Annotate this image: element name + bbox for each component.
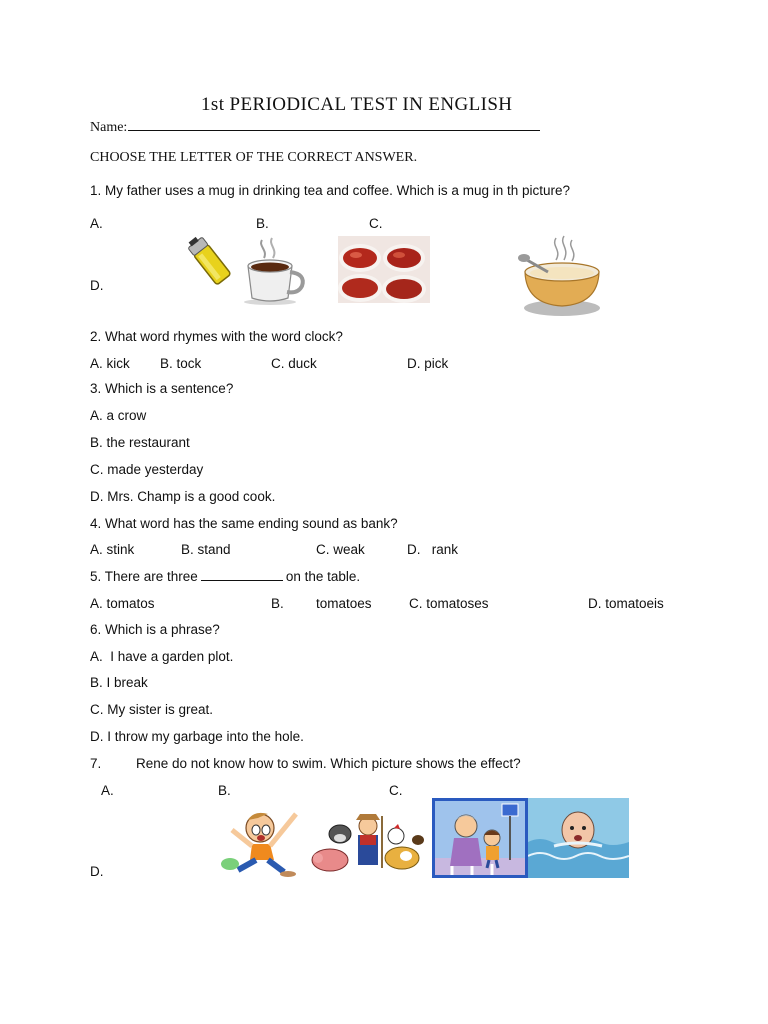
q5-option-c: C. tomatoses — [409, 596, 489, 611]
question-4: 4. What word has the same ending sound as bank? — [90, 516, 398, 531]
question-7: Rene do not know how to swim. Which picture shows the effect? — [136, 756, 521, 771]
mug-icon — [240, 236, 308, 306]
q2-option-d: D. pick — [407, 356, 449, 371]
q2-option-b: B. tock — [160, 356, 202, 371]
question-7-number: 7. — [90, 756, 102, 771]
q3-option-a: A. a crow — [90, 408, 147, 423]
instructions: CHOOSE THE LETTER OF THE CORRECT ANSWER. — [90, 150, 418, 165]
grandma-child-icon — [432, 798, 528, 878]
q5-option-d: D. tomatoeis — [588, 596, 664, 611]
q5-option-a: A. tomatos — [90, 596, 155, 611]
q5-blank-line[interactable] — [201, 569, 283, 581]
q2-option-a: A. kick — [90, 356, 130, 371]
q3-option-b: B. the restaurant — [90, 435, 190, 450]
page-title: 1st PERIODICAL TEST IN ENGLISH — [201, 94, 513, 115]
q1-letter-c: C. — [369, 216, 383, 231]
question-2: 2. What word rhymes with the word clock? — [90, 329, 343, 344]
q7-letter-c: C. — [389, 783, 403, 798]
q7-letter-d: D. — [90, 864, 104, 879]
question-6: 6. Which is a phrase? — [90, 622, 220, 637]
q7-letter-a: A. — [101, 783, 114, 798]
q3-option-c: C. made yesterday — [90, 462, 204, 477]
farmer-animals-icon — [310, 812, 430, 878]
q1-letter-d: D. — [90, 278, 104, 293]
q5-option-b-word: tomatoes — [316, 596, 372, 611]
name-label: Name: — [90, 120, 128, 135]
name-blank-line[interactable] — [128, 118, 540, 131]
q7-letter-b: B. — [218, 783, 231, 798]
q1-letter-a: A. — [90, 216, 103, 231]
question-5 — [90, 569, 360, 584]
q6-option-a: A. I have a garden plot. — [90, 649, 234, 664]
q1-letter-b: B. — [256, 216, 269, 231]
q6-option-b: B. I break — [90, 675, 148, 690]
soup-bowl-icon — [516, 234, 604, 318]
q6-option-d: D. I throw my garbage into the hole. — [90, 729, 304, 744]
drowning-person-icon — [528, 798, 629, 878]
q5-text-after: on the table. — [285, 569, 361, 584]
q4-option-a: A. stink — [90, 542, 135, 557]
question-3: 3. Which is a sentence? — [90, 381, 234, 396]
lighter-icon — [180, 232, 242, 294]
q4-option-b: B. stand — [181, 542, 231, 557]
question-1: 1. My father uses a mug in drinking tea and coffee. Which is a mug in th picture? — [90, 183, 571, 198]
q4-option-d: D. rank — [407, 542, 459, 557]
q6-option-c: C. My sister is great. — [90, 702, 214, 717]
running-boy-icon — [218, 802, 308, 878]
q3-option-d: D. Mrs. Champ is a good cook. — [90, 489, 276, 504]
q2-option-c: C. duck — [271, 356, 317, 371]
q4-option-c: C. weak — [316, 542, 365, 557]
q5-option-b: B. — [271, 596, 284, 611]
name-field[interactable] — [90, 118, 540, 136]
sauce-cups-icon — [338, 236, 430, 303]
q5-text-before: 5. There are three — [90, 569, 198, 584]
